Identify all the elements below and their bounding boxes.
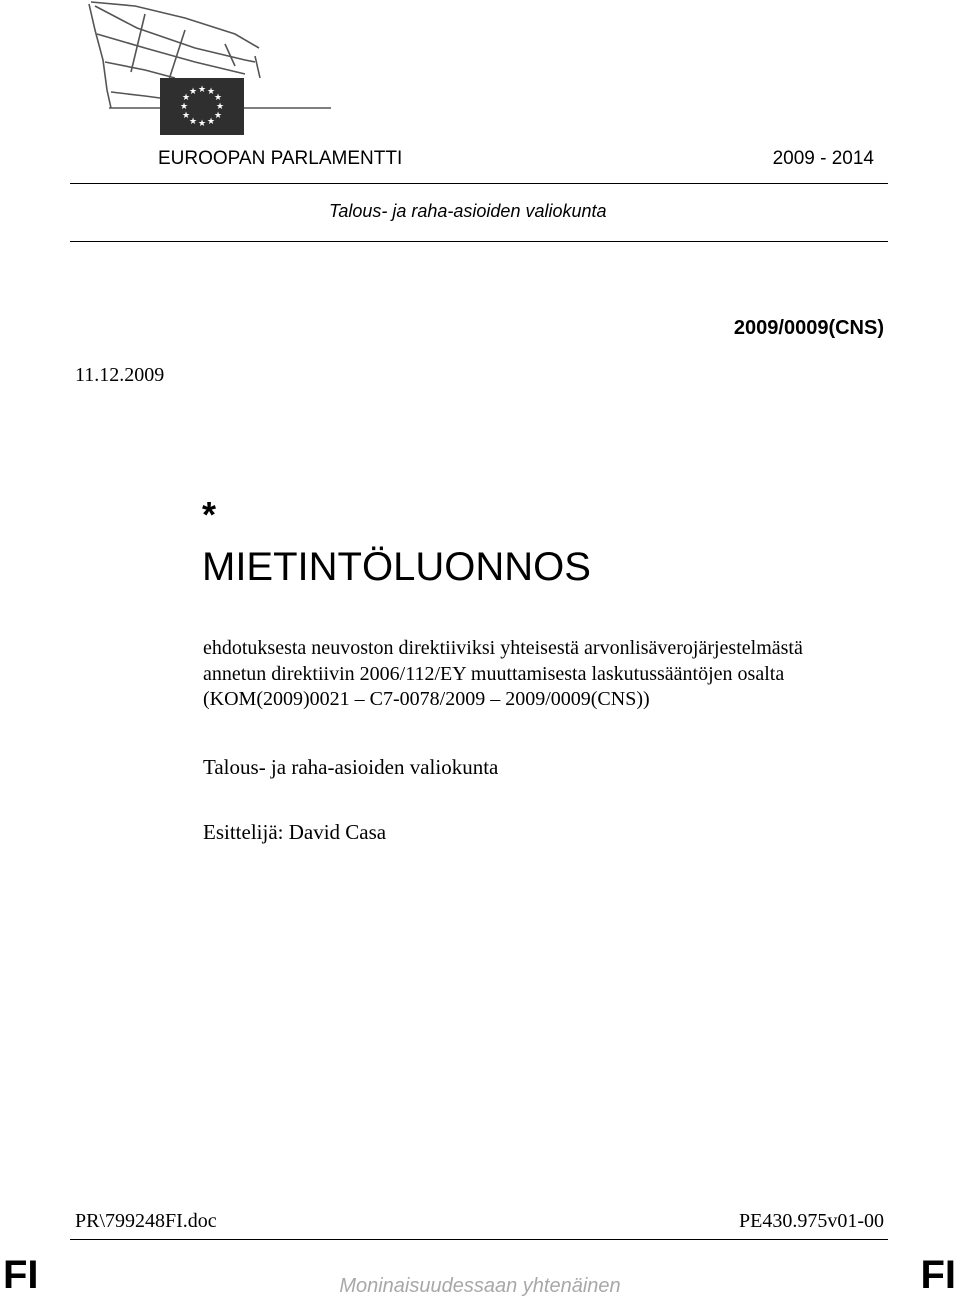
rapporteur: Esittelijä: David Casa	[203, 820, 387, 844]
svg-text:★: ★	[215, 102, 225, 112]
document-subject: ehdotuksesta neuvoston direktiiviksi yhteisestä arvonlisäverojärjestelmästä annetun direktiivin 2006/112/EY muuttamisesta laskutussääntöjen osalta (KOM(2009)0021 – C7-0078/2009 – 2009/0009(CNS))	[203, 637, 803, 710]
svg-text:★: ★	[179, 102, 189, 112]
language-code-right: FI	[920, 1253, 956, 1297]
svg-text:★: ★	[213, 93, 223, 103]
header-committee: Talous- ja raha-asioiden valiokunta	[329, 201, 607, 221]
procedure-number: 2009/0009(CNS)	[733, 317, 884, 339]
svg-text:★: ★	[197, 119, 207, 129]
svg-text:★: ★	[188, 87, 198, 97]
svg-text:★: ★	[181, 93, 191, 103]
procedure-asterisk: *	[202, 494, 217, 535]
eu-motto: Moninaisuudessaan yhtenäinen	[339, 1275, 621, 1297]
svg-text:★: ★	[181, 111, 191, 121]
document-title: MIETINTÖLUONNOS	[202, 545, 591, 589]
european-parliament-logo-icon	[85, 0, 335, 145]
svg-text:★: ★	[188, 117, 198, 127]
document-date: 11.12.2009	[75, 364, 165, 386]
committee-name: Talous- ja raha-asioiden valiokunta	[203, 755, 499, 779]
pe-reference: PE430.975v01-00	[739, 1210, 884, 1232]
parliamentary-term: 2009 - 2014	[772, 148, 874, 169]
svg-text:★: ★	[206, 87, 216, 97]
header-divider	[70, 183, 888, 184]
footer-divider	[70, 1239, 888, 1240]
svg-text:★: ★	[206, 117, 216, 127]
svg-text:★: ★	[197, 85, 207, 95]
language-code-left: FI	[3, 1253, 39, 1297]
document-reference: PR\799248FI.doc	[75, 1210, 217, 1232]
svg-text:★: ★	[213, 111, 223, 121]
institution-name: EUROOPAN PARLAMENTTI	[158, 148, 403, 169]
header-divider-2	[70, 241, 888, 242]
